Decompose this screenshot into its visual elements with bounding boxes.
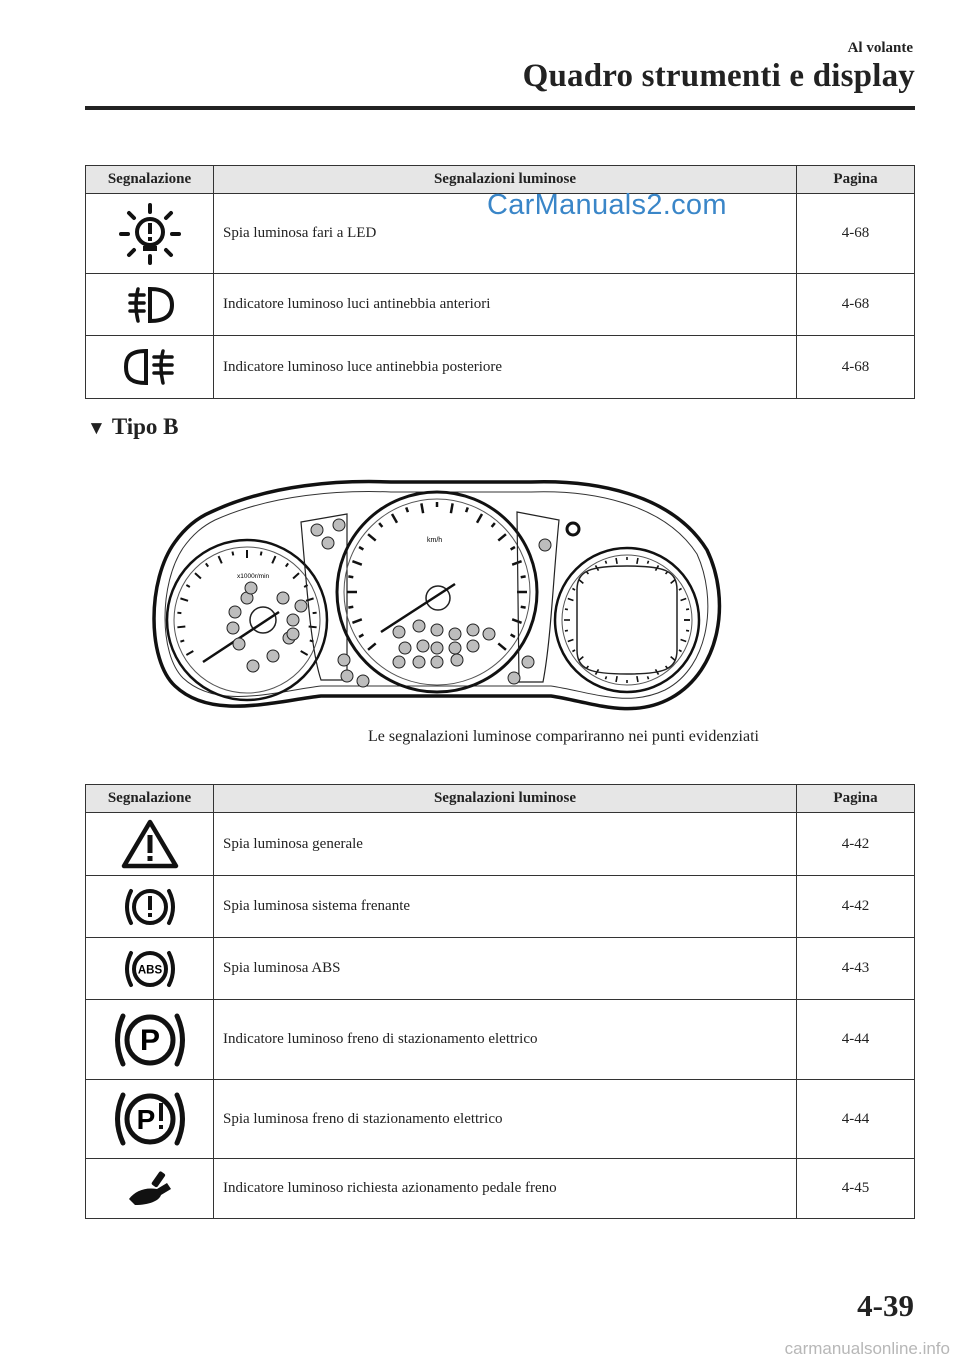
section-heading bbox=[87, 414, 179, 440]
indicator-dot bbox=[483, 628, 495, 640]
electric-parking-brake-warning-icon bbox=[86, 1080, 214, 1159]
indicator-dot bbox=[417, 640, 429, 652]
row-page: 4-45 bbox=[797, 1159, 915, 1219]
row-page: 4-44 bbox=[797, 1080, 915, 1159]
electric-parking-brake-icon bbox=[86, 1000, 214, 1080]
page-title: Quadro strumenti e display bbox=[522, 58, 915, 94]
row-description: Spia luminosa sistema frenante bbox=[214, 876, 797, 938]
indicator-dot bbox=[413, 656, 425, 668]
gauge-tick bbox=[565, 609, 568, 610]
indicator-dot bbox=[295, 600, 307, 612]
warning-table-bottom bbox=[85, 784, 915, 1219]
gauge-tick bbox=[521, 607, 526, 608]
gauge-tick bbox=[180, 640, 184, 641]
indicator-dot bbox=[287, 628, 299, 640]
svg-text:P: P bbox=[136, 1104, 155, 1135]
indicator-dot bbox=[287, 614, 299, 626]
row-description: Spia luminosa freno di stazionamento elettrico bbox=[214, 1080, 797, 1159]
row-page: 4-68 bbox=[797, 274, 915, 336]
col-header-page: Pagina bbox=[797, 166, 915, 194]
svg-text:P: P bbox=[139, 1023, 160, 1057]
gauge-tick bbox=[466, 507, 468, 512]
abs-warning-icon bbox=[86, 938, 214, 1000]
general-warning-icon bbox=[86, 813, 214, 876]
indicator-dot bbox=[467, 640, 479, 652]
brake-pedal-request-icon bbox=[86, 1159, 214, 1219]
indicator-dot bbox=[233, 638, 245, 650]
gauge-tick bbox=[406, 507, 408, 512]
svg-text:ABS: ABS bbox=[137, 964, 162, 976]
indicator-dot bbox=[393, 656, 405, 668]
gauge-tick bbox=[521, 576, 526, 577]
cluster-caption: Le segnalazioni luminose compariranno nei punti evidenziati bbox=[368, 728, 759, 745]
indicator-dot bbox=[451, 654, 463, 666]
instrument-cluster-illustration bbox=[151, 470, 725, 727]
gauge-tick bbox=[421, 503, 423, 513]
gauge-tick bbox=[686, 630, 689, 631]
table-header-row bbox=[86, 785, 915, 813]
table-row bbox=[86, 1000, 915, 1080]
gauge-tick bbox=[348, 607, 353, 608]
row-page: 4-43 bbox=[797, 938, 915, 1000]
row-description: Spia luminosa fari a LED bbox=[214, 194, 797, 274]
gauge-tick bbox=[451, 503, 453, 513]
front-fog-light-icon bbox=[86, 274, 214, 336]
col-header-signal: Segnalazione bbox=[86, 166, 214, 194]
indicator-dot bbox=[431, 656, 443, 668]
gauge-tick bbox=[177, 626, 185, 627]
gauge-tick bbox=[648, 676, 649, 679]
col-header-description: Segnalazioni luminose bbox=[214, 166, 797, 194]
indicator-dot bbox=[467, 624, 479, 636]
header-rule bbox=[85, 106, 915, 110]
table-row bbox=[86, 1080, 915, 1159]
row-description: Indicatore luminoso richiesta azionamento pedale freno bbox=[214, 1159, 797, 1219]
col-header-signal: Segnalazione bbox=[86, 785, 214, 813]
gauge-tick bbox=[605, 561, 606, 564]
row-description: Spia luminosa generale bbox=[214, 813, 797, 876]
gauge-tick bbox=[232, 552, 233, 556]
gauge-tick bbox=[637, 558, 638, 564]
gauge-tick bbox=[261, 552, 262, 556]
row-page: 4-42 bbox=[797, 813, 915, 876]
row-description: Indicatore luminoso freno di stazionamento elettrico bbox=[214, 1000, 797, 1080]
gauge-tick bbox=[637, 676, 638, 682]
indicator-dot bbox=[267, 650, 279, 662]
col-header-page: Pagina bbox=[797, 785, 915, 813]
indicator-dot bbox=[393, 626, 405, 638]
led-headlight-warning-icon bbox=[86, 194, 214, 274]
row-description: Indicatore luminoso luce antinebbia posteriore bbox=[214, 336, 797, 399]
row-page: 4-44 bbox=[797, 1000, 915, 1080]
col-header-description: Segnalazioni luminose bbox=[214, 785, 797, 813]
header-section: Al volante bbox=[847, 40, 913, 56]
rear-fog-light-icon bbox=[86, 336, 214, 399]
gauge-tick bbox=[686, 609, 689, 610]
watermark: CarManuals2.com bbox=[487, 189, 727, 221]
gauge-tick bbox=[565, 630, 568, 631]
table-row bbox=[86, 938, 915, 1000]
row-page: 4-68 bbox=[797, 194, 915, 274]
table-row bbox=[86, 876, 915, 938]
row-description: Indicatore luminoso luci antinebbia anteriori bbox=[214, 274, 797, 336]
indicator-dot bbox=[431, 624, 443, 636]
table-row bbox=[86, 813, 915, 876]
gauge-tick bbox=[309, 626, 317, 627]
table-row bbox=[86, 1159, 915, 1219]
row-page: 4-42 bbox=[797, 876, 915, 938]
speed-unit-label: km/h bbox=[427, 537, 443, 544]
gauge-tick bbox=[648, 561, 649, 564]
footer-watermark: carmanualsonline.info bbox=[784, 1339, 950, 1358]
row-page: 4-68 bbox=[797, 336, 915, 399]
gauge-tick bbox=[616, 676, 617, 682]
indicator-dot bbox=[449, 642, 461, 654]
page-number: 4-39 bbox=[857, 1288, 914, 1323]
indicator-dot bbox=[399, 642, 411, 654]
indicator-dot bbox=[247, 660, 259, 672]
indicator-dot bbox=[431, 642, 443, 654]
indicator-dot bbox=[229, 606, 241, 618]
indicator-dot bbox=[277, 592, 289, 604]
gauge-tick bbox=[616, 558, 617, 564]
section-marker-icon: ▼ bbox=[87, 418, 106, 439]
indicator-dot bbox=[413, 620, 425, 632]
gauge-tick bbox=[348, 576, 353, 577]
brake-system-warning-icon bbox=[86, 876, 214, 938]
indicator-dot bbox=[449, 628, 461, 640]
section-title: Tipo B bbox=[111, 414, 179, 439]
table-row bbox=[86, 336, 915, 399]
table-row bbox=[86, 274, 915, 336]
indicator-dot bbox=[227, 622, 239, 634]
row-description: Spia luminosa ABS bbox=[214, 938, 797, 1000]
rpm-unit-label: x1000r/min bbox=[237, 573, 270, 580]
indicator-dot bbox=[245, 582, 257, 594]
gauge-tick bbox=[605, 676, 606, 679]
